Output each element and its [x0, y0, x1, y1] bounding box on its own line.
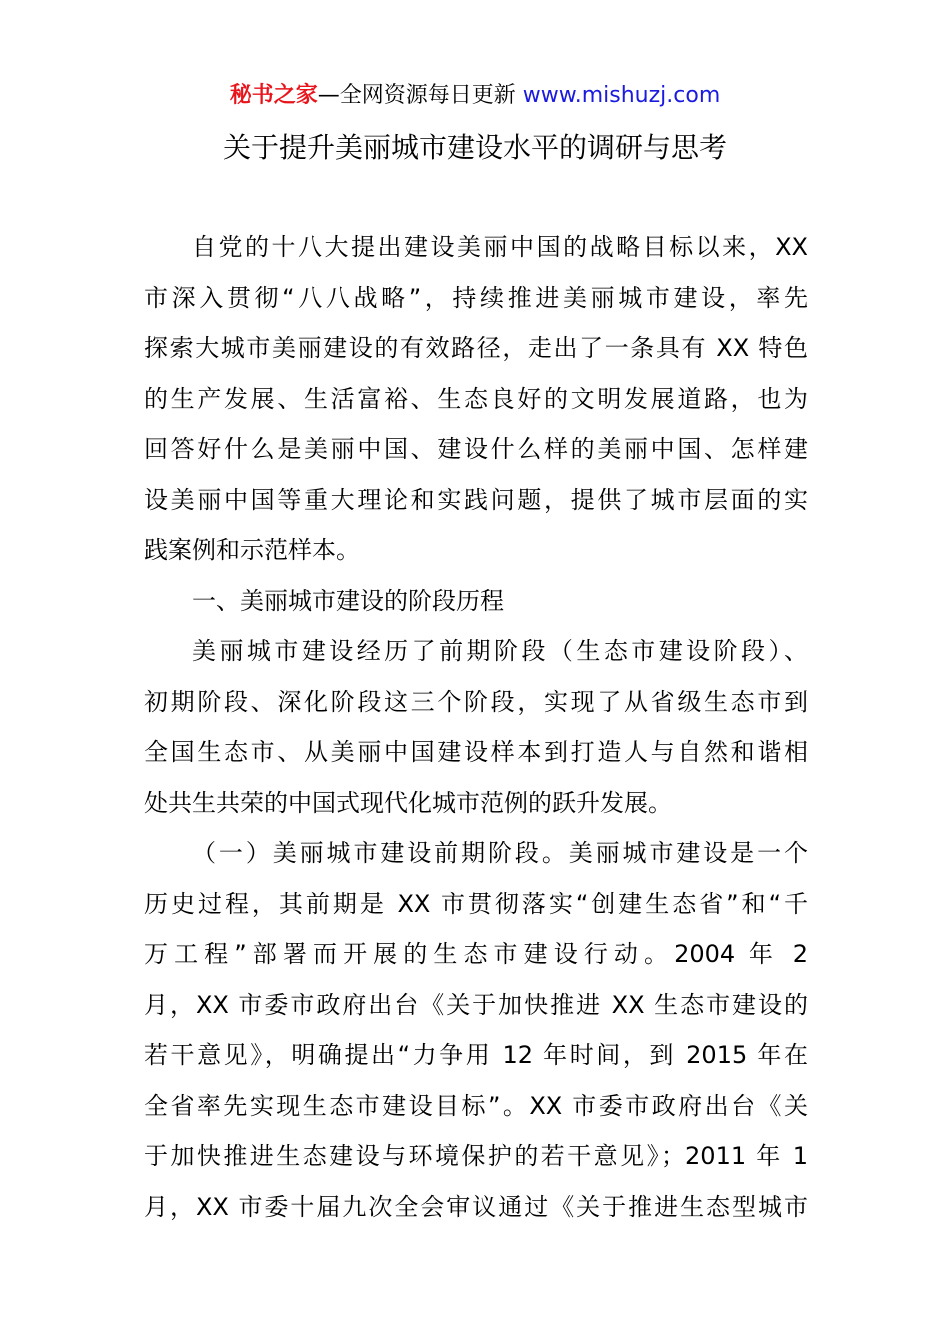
- paragraph-intro: [144, 222, 808, 576]
- section-heading-text: 一、美丽城市建设的阶段历程: [192, 586, 504, 615]
- document-body: [144, 222, 808, 1232]
- text-line: 设美丽中国等重大理论和实践问题，提供了城市层面的实: [144, 485, 808, 514]
- text-line: 初期阶段、深化阶段这三个阶段，实现了从省级生态市到: [144, 687, 808, 716]
- text-line: 全国生态市、从美丽中国建设样本到打造人与自然和谐相: [144, 738, 808, 766]
- text-line: 于加快推进生态建设与环境保护的若干意见》；2011 年 1: [144, 1142, 808, 1170]
- text-line: 万工程”部署而开展的生态市建设行动。2004 年 2: [144, 940, 808, 968]
- site-url[interactable]: www.mishuzj.com: [522, 83, 721, 108]
- text-line: 历史过程，其前期是 XX 市贯彻落实“创建生态省”和“千: [144, 889, 808, 918]
- text-line: 自党的十八大提出建设美丽中国的战略目标以来，XX: [192, 233, 808, 261]
- text-line: 市深入贯彻“八八战略”，持续推进美丽城市建设，率先: [144, 283, 808, 312]
- text-line: 若干意见》，明确提出“力争用 12 年时间，到 2015 年在: [144, 1041, 808, 1069]
- text-line: 美丽城市建设经历了前期阶段（生态市建设阶段）、: [192, 637, 808, 665]
- text-line: 的生产发展、生活富裕、生态良好的文明发展道路，也为: [144, 384, 808, 413]
- text-line: 探索大城市美丽建设的有效路径，走出了一条具有 XX 特色: [144, 334, 808, 362]
- paragraph-stages: [144, 626, 808, 828]
- text-line: 月，XX 市委十届九次全会审议通过《关于推进生态型城市: [144, 1192, 808, 1221]
- document-title: 关于提升美丽城市建设水平的调研与思考: [222, 131, 727, 164]
- site-header: [0, 80, 950, 112]
- text-line: 全省率先实现生态市建设目标”。XX 市委市政府出台《关: [144, 1091, 808, 1120]
- section-heading: [144, 576, 808, 627]
- site-tagline: —全网资源每日更新: [317, 83, 516, 108]
- text-line: 回答好什么是美丽中国、建设什么样的美丽中国、怎样建: [144, 435, 808, 463]
- paragraph-early-stage: [144, 828, 808, 1232]
- text-line: 月，XX 市委市政府出台《关于加快推进 XX 生态市建设的: [144, 990, 808, 1019]
- site-name: 秘书之家: [229, 83, 318, 108]
- text-line: 践案例和示范样本。: [144, 536, 360, 564]
- text-line: 处共生共荣的中国式现代化城市范例的跃升发展。: [144, 788, 672, 817]
- text-line: （一）美丽城市建设前期阶段。美丽城市建设是一个: [192, 839, 808, 867]
